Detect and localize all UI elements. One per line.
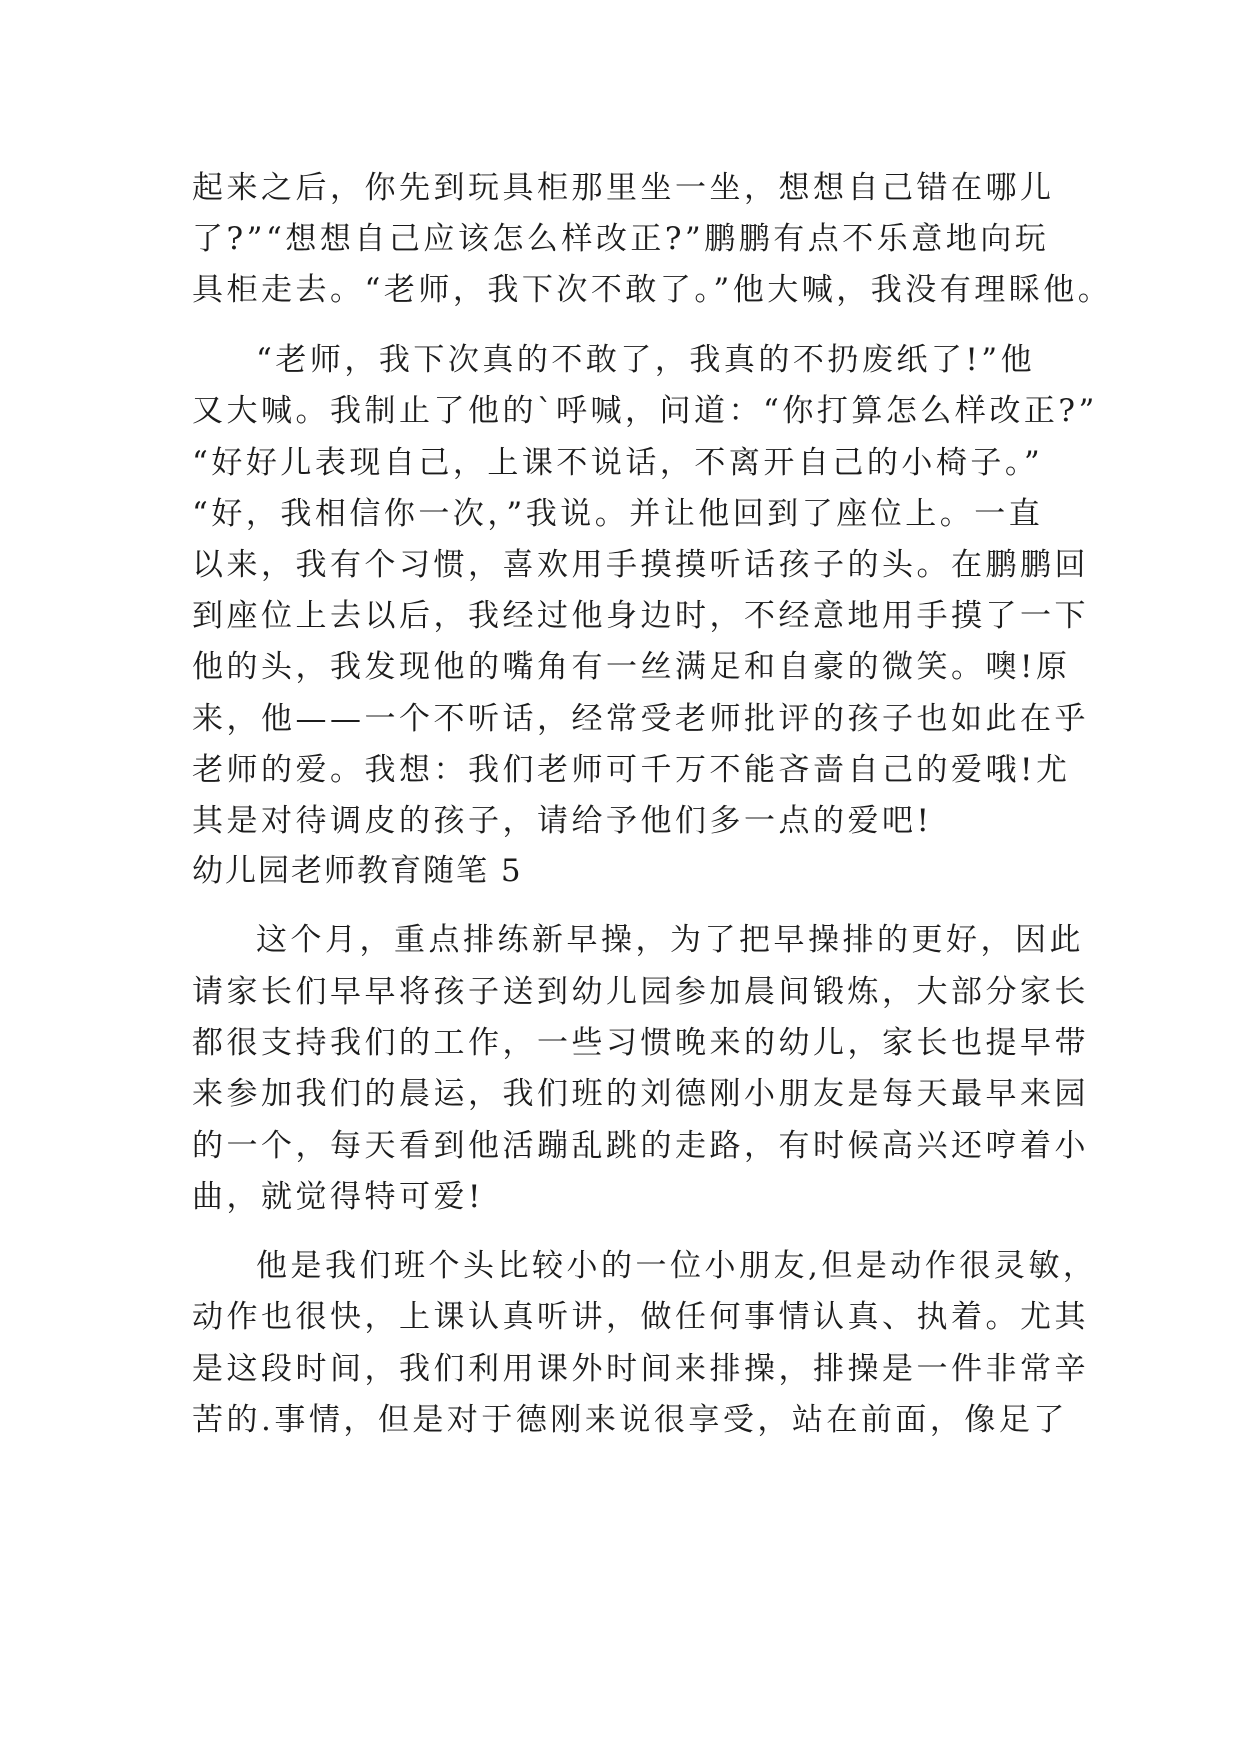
text-line: 是这段时间，我们利用课外时间来排操，排操是一件非常辛 [192, 1351, 1089, 1387]
text-line: 来参加我们的晨运，我们班的刘德刚小朋友是每天最早来园 [192, 1076, 1089, 1112]
text-line: 老师的爱。我想：我们老师可千万不能吝啬自己的爱哦!尤 [192, 752, 1071, 788]
text-line: 的一个，每天看到他活蹦乱跳的走路，有时候高兴还哼着小 [192, 1128, 1089, 1164]
text-line: 起来之后，你先到玩具柜那里坐一坐，想想自己错在哪儿 [192, 170, 1055, 206]
text-line: 请家长们早早将孩子送到幼儿园参加晨间锻炼，大部分家长 [192, 974, 1089, 1010]
text-line: “好好儿表现自己，上课不说话，不离开自己的小椅子。” [192, 445, 1044, 481]
text-line: 他的头，我发现他的嘴角有一丝满足和自豪的微笑。噢!原 [192, 649, 1071, 685]
text-line: 又大喊。我制止了他的`呼喊，问道：“你打算怎么样改正?” [192, 393, 1098, 429]
text-line: 到座位上去以后，我经过他身边时，不经意地用手摸了一下 [192, 598, 1089, 634]
paragraph-first-line: 这个月，重点排练新早操，为了把早操排的更好，因此 [256, 922, 1084, 958]
text-line: 来，他——一个不听话，经常受老师批评的孩子也如此在乎 [192, 701, 1089, 737]
paragraph-first-line: 他是我们班个头比较小的一位小朋友,但是动作很灵敏， [256, 1248, 1098, 1284]
text-line: 曲，就觉得特可爱! [192, 1179, 484, 1215]
text-line: 以来，我有个习惯，喜欢用手摸摸听话孩子的头。在鹏鹏回 [192, 547, 1089, 583]
text-line: 都很支持我们的工作，一些习惯晚来的幼儿，家长也提早带 [192, 1025, 1089, 1061]
text-line: 了?”“想想自己应该怎么样改正?”鹏鹏有点不乐意地向玩 [192, 221, 1050, 257]
section-heading: 幼儿园老师教育随笔 5 [192, 853, 523, 889]
text-line: “好，我相信你一次，”我说。并让他回到了座位上。一直 [192, 496, 1044, 532]
text-line: 动作也很快，上课认真听讲，做任何事情认真、执着。尤其 [192, 1299, 1089, 1335]
paragraph-first-line: “老师，我下次真的不敢了，我真的不扔废纸了!”他 [256, 342, 1036, 378]
text-line: 具柜走去。“老师，我下次不敢了。”他大喊，我没有理睬他。 [192, 272, 1113, 308]
text-line: 苦的.事情，但是对于德刚来说很享受，站在前面，像足了 [192, 1402, 1068, 1438]
text-line: 其是对待调皮的孩子，请给予他们多一点的爱吧! [192, 803, 933, 839]
